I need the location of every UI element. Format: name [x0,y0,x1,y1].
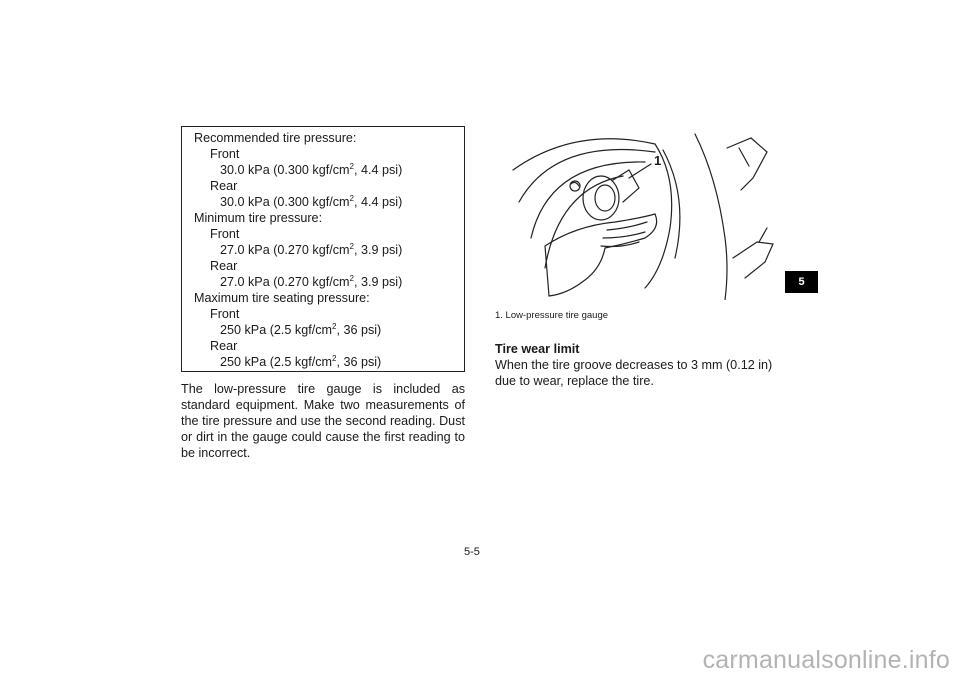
body-panel-upper [727,138,767,190]
min-rear-value: 27.0 kPa (0.270 kgf/$cm^2$, 3.9 psi) [220,274,403,289]
max-rear-label: Rear [210,339,238,353]
chapter-tab: 5 [785,271,818,293]
gauge-face [595,185,615,211]
max-rear-value: 250 kPa (2.5 kgf/$cm^2$, 36 psi) [220,354,382,369]
hand [545,214,657,296]
maximum-pressure-label: Maximum tire seating pressure: [194,291,370,305]
page-number: 5-5 [464,546,480,558]
figure-caption: 1. Low-pressure tire gauge [495,310,609,321]
tire-arc-outer [513,139,655,170]
rec-rear-value: 30.0 kPa (0.300 kgf/$cm^2$, 4.4 psi) [220,194,403,209]
max-front-value: 250 kPa (2.5 kgf/$cm^2$, 36 psi) [220,322,382,337]
rec-front-label: Front [210,147,240,161]
max-front-label: Front [210,307,240,321]
watermark: carmanualsonline.info [702,646,950,674]
min-front-label: Front [210,227,240,241]
fender-curve [695,134,727,300]
callout-number: 1 [654,153,662,168]
tire-gauge-illustration [505,118,805,300]
min-front-value: 27.0 kPa (0.270 kgf/$cm^2$, 3.9 psi) [220,242,403,257]
tire-pressure-spec-box [181,126,465,372]
callout-leader [629,164,651,178]
minimum-pressure-label: Minimum tire pressure: [194,211,323,225]
min-rear-label: Rear [210,259,238,273]
gauge-instructions-paragraph: The low-pressure tire gauge is included as standard equipment. Make two measurements of the tire pressure and use the second reading. Dust or dirt in the gauge could cause the first reading to be incorrect. [181,382,465,460]
section-heading: Tire wear limit [495,342,580,356]
recommended-pressure-label: Recommended tire pressure: [194,131,357,145]
tire-wear-paragraph: When the tire groove decreases to 3 mm (0.12 in) due to wear, replace the tire. [495,358,773,388]
rec-rear-label: Rear [210,179,238,193]
rec-front-value: 30.0 kPa (0.300 kgf/$cm^2$, 4.4 psi) [220,162,403,177]
body-panel-lower [733,242,773,278]
tire-arc [519,149,655,202]
